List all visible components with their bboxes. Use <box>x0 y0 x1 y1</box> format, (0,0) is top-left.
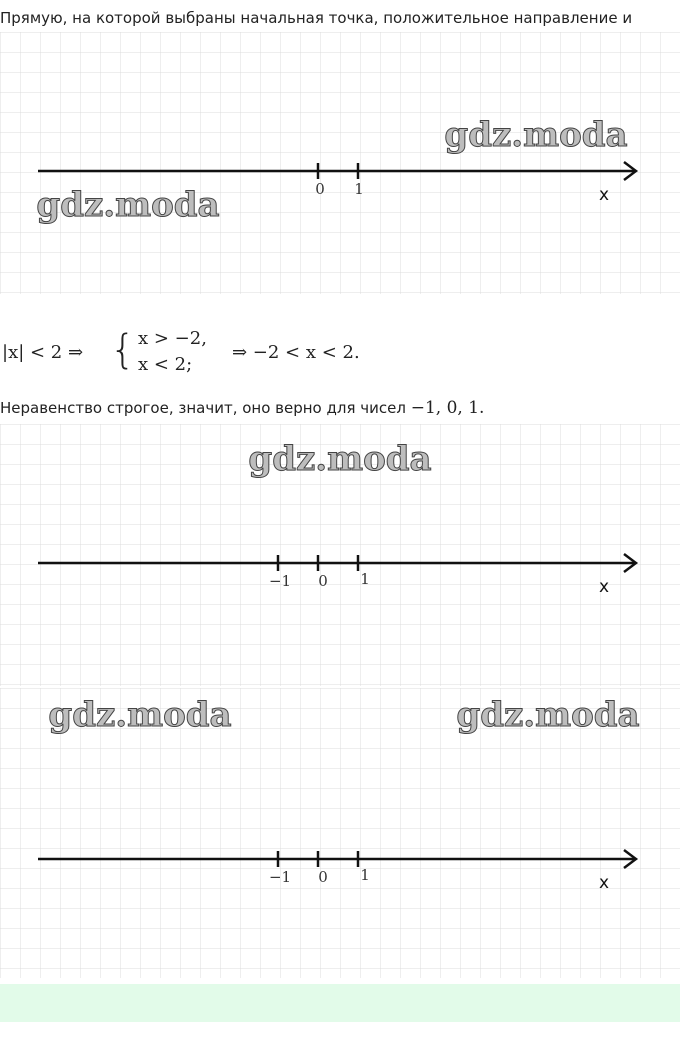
system-line-2: x < 2; <box>138 354 193 375</box>
caption-text <box>0 398 680 418</box>
math-derivation <box>0 326 680 382</box>
axis-label: x <box>598 185 610 205</box>
tick-label: 0 <box>315 180 325 198</box>
watermark-logo: gdz.moda <box>48 695 232 735</box>
tick-label: 1 <box>354 180 364 198</box>
system-line-1: x > −2, <box>138 328 207 349</box>
footer-band <box>0 984 680 1022</box>
math-lhs: |x| < 2 ⇒ <box>2 342 84 363</box>
tick-label: −1 <box>268 572 292 590</box>
tick-label: −1 <box>268 868 292 886</box>
watermark-logo: gdz.moda <box>456 695 640 735</box>
grid-background <box>0 32 680 294</box>
watermark-logo: gdz.moda <box>248 439 432 479</box>
tick-label: 1 <box>360 866 370 884</box>
tick-label: 1 <box>360 570 370 588</box>
caption-sentence: Неравенство строгое, значит, оно верно для чисел <box>0 399 411 417</box>
number-line-figure-1 <box>0 32 680 294</box>
number-line-figure-3 <box>0 688 680 978</box>
math-rhs: ⇒ −2 < x < 2. <box>232 342 360 363</box>
number-line-figure-2 <box>0 424 680 686</box>
watermark-logo: gdz.moda <box>444 115 628 155</box>
tick-label: 0 <box>318 572 328 590</box>
axis-label: x <box>598 577 610 597</box>
tick-label: 0 <box>318 868 328 886</box>
caption-values: −1, 0, 1. <box>410 398 485 418</box>
system-brace: { <box>110 327 136 373</box>
axis-label: x <box>598 873 610 893</box>
intro-text: Прямую, на которой выбраны начальная точка, положительное направление и <box>0 9 633 27</box>
watermark-logo: gdz.moda <box>36 185 220 225</box>
